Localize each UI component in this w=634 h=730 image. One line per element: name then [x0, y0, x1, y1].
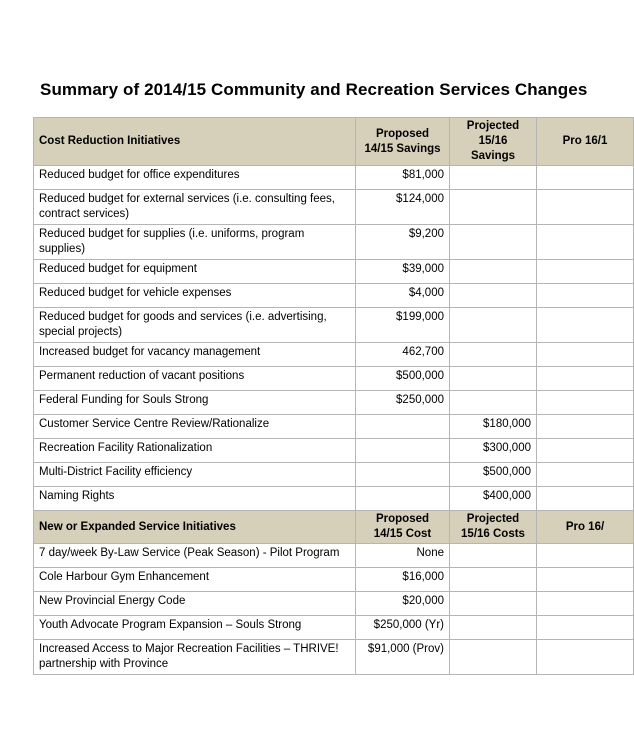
- row-value: 462,700: [356, 343, 450, 367]
- row-label: Youth Advocate Program Expansion – Souls Strong: [34, 616, 356, 640]
- row-value: [537, 640, 634, 675]
- row-label: Reduced budget for goods and services (i.e. advertising, special projects): [34, 308, 356, 343]
- row-value: [450, 166, 537, 190]
- row-value: [450, 225, 537, 260]
- row-value: [450, 568, 537, 592]
- row-value: [537, 415, 634, 439]
- row-value: $500,000: [450, 463, 537, 487]
- table-row: [34, 616, 634, 640]
- table-row: [34, 308, 634, 343]
- column-header: Proposed 14/15 Cost: [356, 511, 450, 544]
- row-label: Reduced budget for external services (i.e. consulting fees, contract services): [34, 190, 356, 225]
- column-header: Projected 15/16 Costs: [450, 511, 537, 544]
- row-value: [450, 260, 537, 284]
- row-value: [450, 592, 537, 616]
- table-row: [34, 367, 634, 391]
- row-value: [356, 415, 450, 439]
- column-header: New or Expanded Service Initiatives: [34, 511, 356, 544]
- table-row: [34, 343, 634, 367]
- row-value: $91,000 (Prov): [356, 640, 450, 675]
- row-value: $500,000: [356, 367, 450, 391]
- row-value: [537, 343, 634, 367]
- table-row: [34, 225, 634, 260]
- table-row: [34, 260, 634, 284]
- row-value: [537, 487, 634, 511]
- row-value: [537, 592, 634, 616]
- row-value: [537, 225, 634, 260]
- row-value: [537, 439, 634, 463]
- row-value: [356, 463, 450, 487]
- row-value: $250,000: [356, 391, 450, 415]
- row-value: [450, 308, 537, 343]
- row-value: [450, 284, 537, 308]
- row-value: $4,000: [356, 284, 450, 308]
- table-row: [34, 166, 634, 190]
- row-value: $250,000 (Yr): [356, 616, 450, 640]
- row-value: [537, 367, 634, 391]
- row-value: [537, 166, 634, 190]
- row-label: Customer Service Centre Review/Rationalize: [34, 415, 356, 439]
- column-header: Projected 15/16 Savings: [450, 118, 537, 166]
- table-row: [34, 190, 634, 225]
- row-value: $9,200: [356, 225, 450, 260]
- column-header: Pro 16/1: [537, 118, 634, 166]
- row-value: [450, 190, 537, 225]
- row-value: [450, 616, 537, 640]
- table-row: [34, 640, 634, 675]
- row-value: $180,000: [450, 415, 537, 439]
- row-value: [537, 190, 634, 225]
- table-row: [34, 487, 634, 511]
- row-value: [450, 391, 537, 415]
- row-label: Reduced budget for equipment: [34, 260, 356, 284]
- row-value: [450, 343, 537, 367]
- row-label: Recreation Facility Rationalization: [34, 439, 356, 463]
- column-header: Pro 16/: [537, 511, 634, 544]
- row-value: $124,000: [356, 190, 450, 225]
- row-value: $16,000: [356, 568, 450, 592]
- row-value: $199,000: [356, 308, 450, 343]
- row-value: [356, 439, 450, 463]
- row-label: Permanent reduction of vacant positions: [34, 367, 356, 391]
- summary-table: [33, 117, 634, 675]
- row-label: Reduced budget for supplies (i.e. uniforms, program supplies): [34, 225, 356, 260]
- row-value: [537, 308, 634, 343]
- row-value: $300,000: [450, 439, 537, 463]
- table-row: [34, 592, 634, 616]
- table-row: [34, 284, 634, 308]
- table-row: [34, 568, 634, 592]
- row-value: [537, 260, 634, 284]
- table-row: [34, 439, 634, 463]
- row-value: None: [356, 544, 450, 568]
- row-label: 7 day/week By-Law Service (Peak Season) - Pilot Program: [34, 544, 356, 568]
- table-row: [34, 463, 634, 487]
- row-value: [537, 391, 634, 415]
- row-label: Naming Rights: [34, 487, 356, 511]
- row-label: New Provincial Energy Code: [34, 592, 356, 616]
- column-header: Proposed 14/15 Savings: [356, 118, 450, 166]
- page-title: Summary of 2014/15 Community and Recreation Services Changes: [40, 80, 588, 99]
- row-value: [537, 568, 634, 592]
- column-header: Cost Reduction Initiatives: [34, 118, 356, 166]
- row-value: $39,000: [356, 260, 450, 284]
- table-row: [34, 544, 634, 568]
- row-value: $81,000: [356, 166, 450, 190]
- row-label: Increased Access to Major Recreation Facilities – THRIVE! partnership with Province: [34, 640, 356, 675]
- row-value: [450, 367, 537, 391]
- row-label: Reduced budget for office expenditures: [34, 166, 356, 190]
- section1-header-row: [34, 118, 634, 166]
- row-label: Increased budget for vacancy management: [34, 343, 356, 367]
- row-value: $20,000: [356, 592, 450, 616]
- row-label: Reduced budget for vehicle expenses: [34, 284, 356, 308]
- row-label: Multi-District Facility efficiency: [34, 463, 356, 487]
- row-value: [356, 487, 450, 511]
- row-label: Federal Funding for Souls Strong: [34, 391, 356, 415]
- row-value: [537, 463, 634, 487]
- row-value: [537, 284, 634, 308]
- row-value: $400,000: [450, 487, 537, 511]
- section2-header-row: [34, 511, 634, 544]
- table-row: [34, 391, 634, 415]
- row-label: Cole Harbour Gym Enhancement: [34, 568, 356, 592]
- row-value: [450, 640, 537, 675]
- row-value: [537, 616, 634, 640]
- row-value: [450, 544, 537, 568]
- row-value: [537, 544, 634, 568]
- table-row: [34, 415, 634, 439]
